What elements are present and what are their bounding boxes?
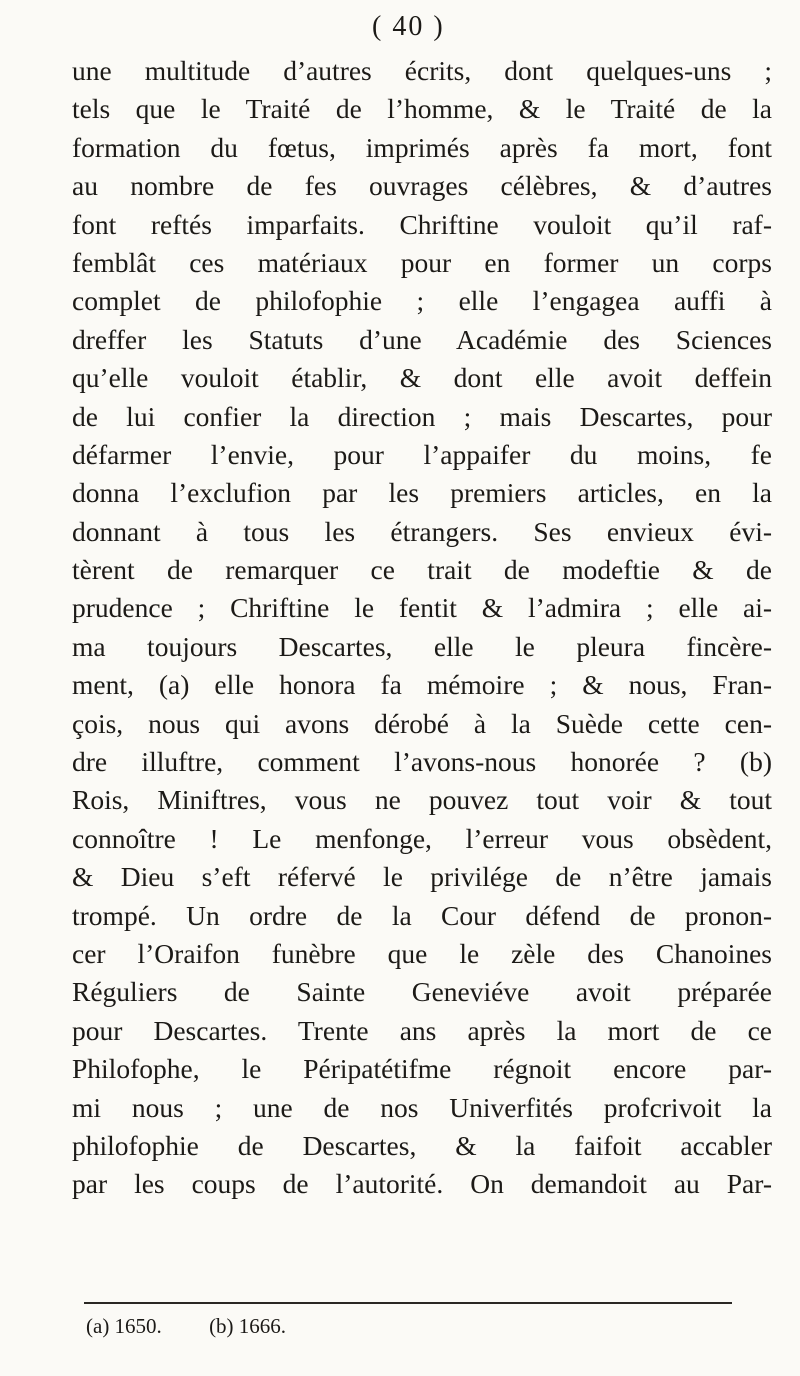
text-line: tèrent de remarquer ce trait de modeftie & de (72, 554, 772, 586)
text-line: par les coups de l’autorité. On demandoit au Par- (72, 1168, 772, 1200)
text-line: une multitude d’autres écrits, dont quelques-uns ; (72, 55, 772, 86)
text-line: trompé. Un ordre de la Cour défend de pronon- (72, 899, 772, 931)
text-line: complet de philofophie ; elle l’engagea auffi à (72, 285, 772, 317)
text-line: donnant à tous les étrangers. Ses envieux évi- (72, 515, 772, 547)
text-line: connoître ! Le menfonge, l’erreur vous obsèdent, (72, 822, 772, 854)
text-line: ment, (a) elle honora fa mémoire ; & nous, Fran- (72, 669, 772, 701)
text-line: donna l’exclufion par les premiers articles, en la (72, 477, 772, 509)
text-line: femblât ces matériaux pour en former un corps (72, 246, 772, 278)
text-line: Réguliers de Sainte Geneviéve avoit préparée (72, 976, 772, 1008)
text-line: de lui confier la direction ; mais Descartes, pour (72, 400, 772, 432)
text-line: formation du fœtus, imprimés après fa mort, font (72, 131, 772, 163)
text-line: au nombre de fes ouvrages célèbres, & d’autres (72, 170, 772, 202)
body-text (72, 52, 772, 1204)
footnote-divider (84, 1302, 732, 1304)
text-line: dreffer les Statuts d’une Académie des Sciences (72, 323, 772, 355)
text-line: pour Descartes. Trente ans après la mort de ce (72, 1014, 772, 1046)
text-line: çois, nous qui avons dérobé à la Suède cette cen- (72, 707, 772, 739)
footnote-a: (a) 1650. (86, 1314, 162, 1338)
text-line: tels que le Traité de l’homme, & le Traité de la (72, 93, 772, 125)
text-line: philofophie de Descartes, & la faifoit accabler (72, 1129, 772, 1161)
text-line: font reftés imparfaits. Chriftine vouloit qu’il raf- (72, 208, 772, 240)
text-line: prudence ; Chriftine le fentit & l’admira ; elle ai- (72, 592, 772, 624)
text-line: & Dieu s’eft réfervé le privilége de n’être jamais (72, 861, 772, 893)
text-line: Rois, Miniftres, vous ne pouvez tout voir & tout (72, 784, 772, 816)
footnote-b: (b) 1666. (209, 1314, 287, 1338)
text-line: mi nous ; une de nos Univerfités profcrivoit la (72, 1091, 772, 1123)
text-line: ma toujours Descartes, elle le pleura fincère- (72, 630, 772, 662)
footnotes (86, 1312, 286, 1340)
text-line: Philofophe, le Péripatétifme régnoit encore par- (72, 1053, 772, 1085)
text-line: dre illuftre, comment l’avons-nous honorée ? (b) (72, 746, 772, 778)
text-line: défarmer l’envie, pour l’appaifer du moins, fe (72, 438, 772, 470)
page-number: ( 40 ) (372, 11, 445, 42)
text-line: qu’elle vouloit établir, & dont elle avoit deffein (72, 362, 772, 394)
text-line: cer l’Oraifon funèbre que le zèle des Chanoines (72, 937, 772, 969)
